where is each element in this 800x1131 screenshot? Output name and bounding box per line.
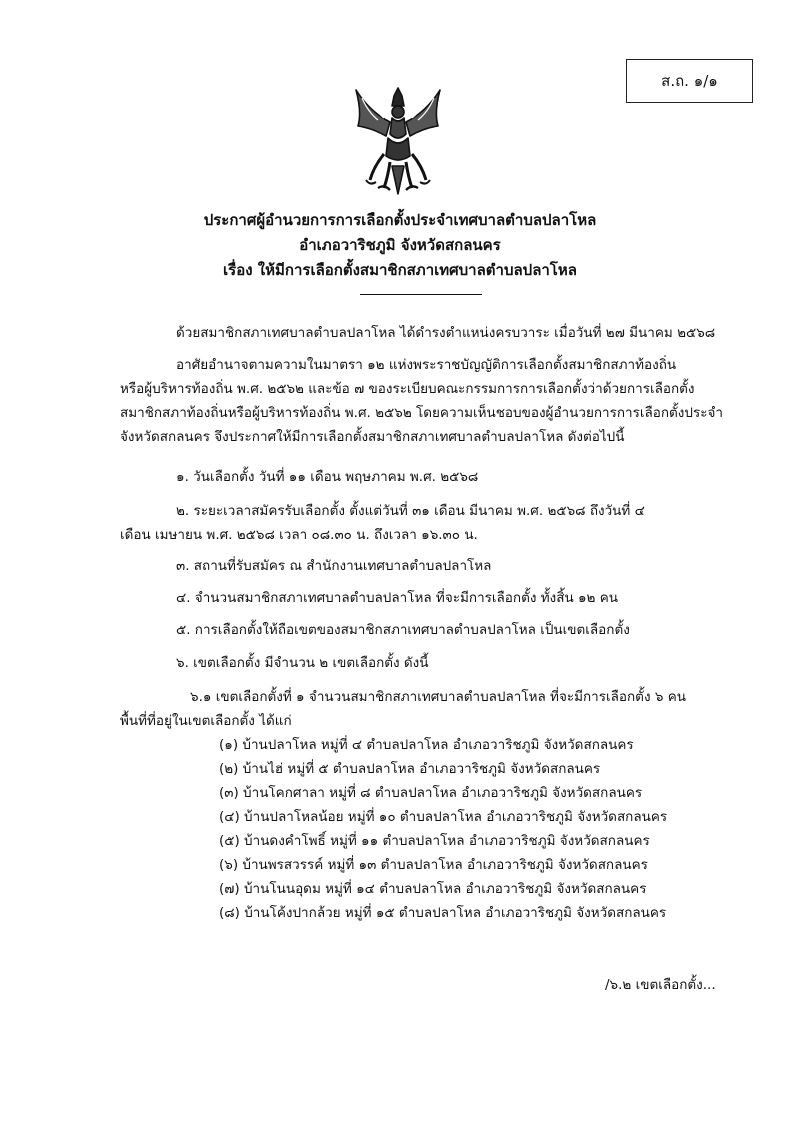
item-member-count: ๔. จำนวนสมาชิกสภาเทศบาลตำบลปลาโหล ที่จะมีการเลือกตั้ง ทั้งสิ้น ๑๒ คน (176, 590, 618, 606)
item-constituency-count: ๖. เขตเลือกตั้ง มีจำนวน ๒ เขตเลือกตั้ง ดังนี้ (176, 655, 429, 671)
item-application-period-2: เดือน เมษายน พ.ศ. ๒๕๖๘ เวลา ๐๘.๓๐ น. ถึงเวลา ๑๖.๓๐ น. (120, 527, 478, 543)
form-code: ส.ถ. ๑/๑ (661, 72, 718, 90)
village-list-item: (๖) บ้านพรสวรรค์ หมู่ที่ ๑๓ ตำบลปลาโหล อำเภอวาริชภูมิ จังหวัดสกลนคร (219, 857, 648, 873)
announcement-district: อำเภอวาริชภูมิ จังหวัดสกลนคร (299, 236, 501, 254)
village-list-item: (๓) บ้านโคกศาลา หมู่ที่ ๘ ตำบลปลาโหล อำเภอวาริชภูมิ จังหวัดสกลนคร (219, 785, 643, 801)
village-list-item: (๑) บ้านปลาโหล หมู่ที่ ๔ ตำบลปลาโหล อำเภอวาริชภูมิ จังหวัดสกลนคร (219, 737, 634, 753)
village-list-item: (๗) บ้านโนนอุดม หมู่ที่ ๑๔ ตำบลปลาโหล อำเภอวาริชภูมิ จังหวัดสกลนคร (219, 881, 647, 897)
item-constituency-basis: ๕. การเลือกตั้งให้ถือเขตของสมาชิกสภาเทศบาลตำบลปลาโหล เป็นเขตเลือกตั้ง (176, 622, 630, 638)
village-list-item: (๕) บ้านดงคำโพธิ์ หมู่ที่ ๑๑ ตำบลปลาโหล อำเภอวาริชภูมิ จังหวัดสกลนคร (219, 833, 650, 849)
village-list-item: (๘) บ้านโค้งปากล้วย หมู่ที่ ๑๕ ตำบลปลาโหล อำเภอวาริชภูมิ จังหวัดสกลนคร (219, 905, 667, 921)
garuda-emblem-icon (348, 82, 448, 200)
constituency-1-area-label: พื้นที่ที่อยู่ในเขตเลือกตั้ง ได้แก่ (120, 713, 292, 729)
village-list-item: (๒) บ้านไฮ่ หมู่ที่ ๕ ตำบลปลาโหล อำเภอวาริชภูมิ จังหวัดสกลนคร (219, 761, 601, 777)
constituency-1-heading: ๖.๑ เขตเลือกตั้งที่ ๑ จำนวนสมาชิกสภาเทศบาลตำบลปลาโหล ที่จะมีการเลือกตั้ง ๖ คน (190, 689, 686, 705)
village-list-item: (๔) บ้านปลาโหลน้อย หมู่ที่ ๑๐ ตำบลปลาโหล อำเภอวาริชภูมิ จังหวัดสกลนคร (219, 809, 668, 825)
authority-line-4: จังหวัดสกลนคร จึงประกาศให้มีการเลือกตั้งสมาชิกสภาเทศบาลตำบลปลาโหล ดังต่อไปนี้ (120, 429, 625, 445)
announcement-subject: เรื่อง ให้มีการเลือกตั้งสมาชิกสภาเทศบาลตำบลปลาโหล (223, 261, 577, 279)
continuation-note: /๖.๒ เขตเลือกตั้ง... (605, 977, 716, 993)
intro-paragraph: ด้วยสมาชิกสภาเทศบาลตำบลปลาโหล ได้ดำรงตำแหน่งครบวาระ เมื่อวันที่ ๒๗ มีนาคม ๒๕๖๘ (176, 325, 716, 341)
item-application-venue: ๓. สถานที่รับสมัคร ณ สำนักงานเทศบาลตำบลปลาโหล (176, 558, 492, 574)
title-divider (360, 294, 482, 295)
authority-line-3: สมาชิกสภาท้องถิ่นหรือผู้บริหารท้องถิ่น พ.ศ. ๒๕๖๒ โดยความเห็นชอบของผู้อำนวยการการเลือกตั้งประจำ (120, 405, 723, 421)
form-code-box (626, 59, 753, 103)
item-application-period-1: ๒. ระยะเวลาสมัครรับเลือกตั้ง ตั้งแต่วันที่ ๓๑ เดือน มีนาคม พ.ศ. ๒๕๖๘ ถึงวันที่ ๔ (176, 503, 645, 519)
authority-line-1: อาศัยอำนาจตามความในมาตรา ๑๒ แห่งพระราชบัญญัติการเลือกตั้งสมาชิกสภาท้องถิ่น (176, 357, 677, 373)
item-election-date: ๑. วันเลือกตั้ง วันที่ ๑๑ เดือน พฤษภาคม พ.ศ. ๒๕๖๘ (176, 469, 479, 485)
authority-line-2: หรือผู้บริหารท้องถิ่น พ.ศ. ๒๕๖๒ และข้อ ๗ ของระเบียบคณะกรรมการการเลือกตั้งว่าด้วยการเลือกตั้ง (120, 381, 695, 397)
announcement-title: ประกาศผู้อำนวยการการเลือกตั้งประจำเทศบาลตำบลปลาโหล (203, 211, 597, 229)
